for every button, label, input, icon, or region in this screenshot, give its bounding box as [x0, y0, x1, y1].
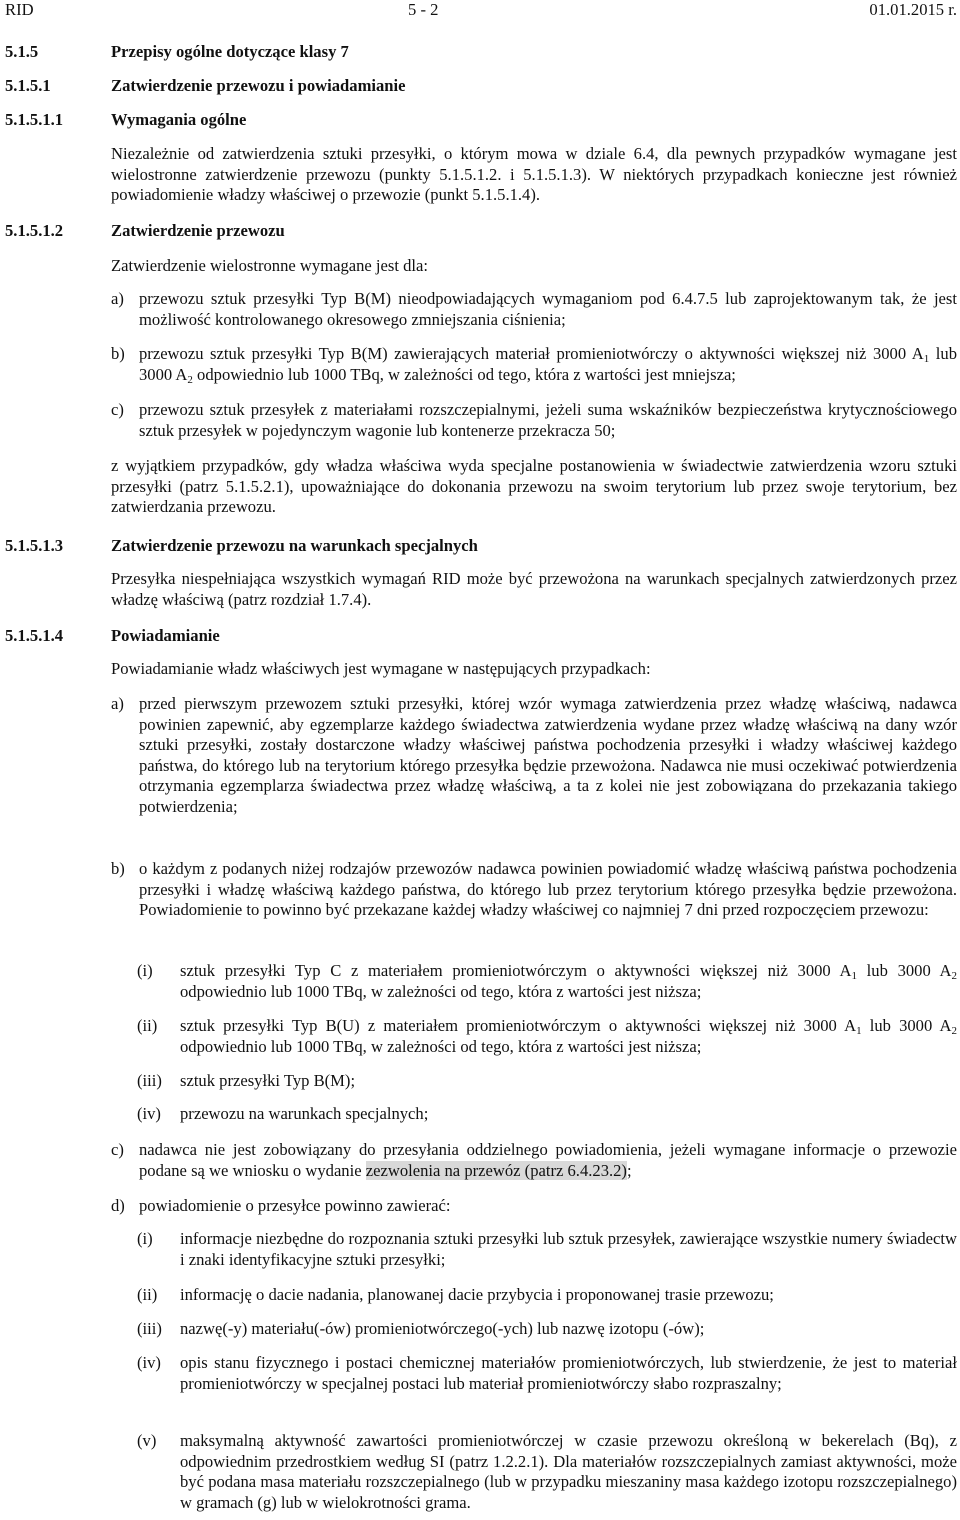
- sub-list-label: (i): [137, 1229, 153, 1248]
- list-label: c): [111, 400, 124, 419]
- section-title: Powiadamianie: [111, 626, 220, 645]
- sub-list-text: sztuk przesyłki Typ B(U) z materiałem promieniotwórczym o aktywności większej niż 3000 $A_1$ lub 3000 $A_2$ odpowiednio lub 1000 TBq, w zależności od tego, która z wartości jest niższa;: [180, 1016, 957, 1056]
- section-number: 5.1.5.1: [5, 76, 51, 95]
- section-title: Zatwierdzenie przewozu: [111, 221, 285, 240]
- paragraph: Zatwierdzenie wielostronne wymagane jest dla:: [111, 256, 429, 275]
- paragraph: Powiadamianie władz właściwych jest wymagane w następujących przypadkach:: [111, 659, 651, 678]
- list-text: powiadomienie o przesyłce powinno zawierać:: [139, 1196, 451, 1215]
- sub-list-text: informacje niezbędne do rozpoznania sztuki przesyłki lub sztuk przesyłek, zawierające wszystkie numery świadectw i znaki identyfikacyjne sztuki przesyłki;: [180, 1229, 957, 1269]
- sub-list-label: (iv): [137, 1104, 161, 1123]
- sub-list-text: opis stanu fizycznego i postaci chemicznej materiałów promieniotwórczych, lub stwierdzenie, że jest to materiał promieniotwórczy w specjalnej postaci lub materiał promieniotwórczy słabo rozpraszalny;: [180, 1353, 957, 1393]
- sub-list-text: sztuk przesyłki Typ B(M);: [180, 1071, 356, 1090]
- page-header: [5, 0, 957, 22]
- sub-list-text: maksymalną aktywność zawartości promieniotwórczej w czasie przewozu określoną w bekerelach (Bq), z odpowiednim przedrostkiem według SI (patrz 1.2.2.1). Dla materiałów rozszczepialnych zamiast aktywności, może być podana masa materiału rozszczepialnego (lub w przypadku mieszaniny masa każdego izotopu rozszczepialnego) w gramach (g) lub w wielokrotności grama.: [180, 1431, 957, 1512]
- sub-list-label: (iii): [137, 1319, 162, 1338]
- section-number: 5.1.5.1.4: [5, 626, 64, 645]
- list-text: o każdym z podanych niżej rodzajów przewozów nadawca powinien powiadomić władzę właściwą państwa pochodzenia przesyłki i władzę właściwą każdego państwa, do którego lub przez terytorium którego przesyłka będzie przewożona. Powiadomienie to powinno być przekazane każdej władzy właściwej co najmniej 7 dni przed rozpoczęciem przewozu:: [139, 859, 957, 919]
- sub-list-label: (i): [137, 961, 153, 980]
- section-title: Zatwierdzenie przewozu na warunkach specjalnych: [111, 536, 478, 555]
- section-number: 5.1.5.1.3: [5, 536, 64, 555]
- list-text: nadawca nie jest zobowiązany do przesyłania oddzielnego powiadomienia, jeżeli wymagane informacje o przewozie podane są we wniosku o wydanie zezwolenia na przewóz (patrz 6.4.23.2);: [139, 1140, 957, 1180]
- sub-list-text: nazwę(-y) materiału(-ów) promieniotwórczego(-ych) lub nazwę izotopu (-ów);: [180, 1319, 705, 1338]
- list-text: przed pierwszym przewozem sztuki przesyłki, której wzór wymaga zatwierdzenia przez władzę właściwą, nadawca powinien zapewnić, aby egzemplarze każdego świadectwa zatwierdzenia wydane przez władzę właściwą na dany wzór sztuki przesyłki, zostały dostarczone władzy właściwej państwa pochodzenia przesyłki i władzy właściwej każdego państwa, do którego lub na terytorium którego przesyłka będzie przewożona. Nadawca nie musi oczekiwać potwierdzenia otrzymania egzemplarza świadectwa przez władzę właściwą, a ta z kolei nie jest zobowiązana do przekazania takiego potwierdzenia;: [139, 694, 957, 816]
- paragraph: Niezależnie od zatwierdzenia sztuki przesyłki, o którym mowa w dziale 6.4, dla pewnych przypadków wymagane jest wielostronne zatwierdzenie przewozu (punkty 5.1.5.1.2. i 5.1.5.1.3). W niektórych przypadkach konieczne jest również powiadomienie władzy właściwej o przewozie (punkt 5.1.5.1.4).: [111, 144, 957, 204]
- sub-list-label: (iii): [137, 1071, 162, 1090]
- header-left: RID: [5, 0, 34, 19]
- section-number: 5.1.5.1.1: [5, 110, 64, 129]
- list-label: c): [111, 1140, 124, 1159]
- list-label: d): [111, 1196, 125, 1215]
- highlighted-text: zezwolenia na przewóz (patrz 6.4.23.2): [365, 1160, 627, 1180]
- section-number: 5.1.5.1.2: [5, 221, 64, 240]
- list-text: przewozu sztuk przesyłki Typ B(M) zawierających materiał promieniotwórczy o aktywności większej niż 3000 $A_1$ lub 3000 $A_2$ odpowiednio lub 1000 TBq, w zależności od tego, która z wartości jest mniejsza;: [139, 344, 957, 386]
- sub-list-label: (ii): [137, 1285, 158, 1304]
- list-label: a): [111, 694, 124, 713]
- paragraph: z wyjątkiem przypadków, gdy władza właściwa wyda specjalne postanowienia w świadectwie zatwierdzenia wzoru sztuki przesyłki (patrz 5.1.5.2.1), upoważniające do dokonania przewozu na swoim terytorium lub przez swoje terytorium, bez zatwierdzania przewozu.: [111, 456, 957, 516]
- section-title: Zatwierdzenie przewozu i powiadamianie: [111, 76, 406, 95]
- list-text: przewozu sztuk przesyłek z materiałami rozszczepialnymi, jeżeli suma wskaźników bezpieczeństwa krytycznościowego sztuk przesyłek w pojedynczym wagonie lub kontenerze przekracza 50;: [139, 400, 957, 440]
- header-date: 01.01.2015 r.: [869, 0, 957, 19]
- header-page-number: 5 - 2: [408, 0, 439, 19]
- section-number: 5.1.5: [5, 42, 39, 61]
- sub-list-text: przewozu na warunkach specjalnych;: [180, 1104, 429, 1123]
- section-title: Przepisy ogólne dotyczące klasy 7: [111, 42, 349, 61]
- paragraph: Przesyłka niespełniająca wszystkich wymagań RID może być przewożona na warunkach specjalnych zatwierdzonych przez władzę właściwą (patrz rozdział 1.7.4).: [111, 569, 957, 609]
- section-title: Wymagania ogólne: [111, 110, 247, 129]
- list-label: b): [111, 344, 125, 363]
- list-text: przewozu sztuk przesyłki Typ B(M) nieodpowiadających wymaganiom pod 6.4.7.5 lub zaprojektowanym tak, że jest możliwość kontrolowanego okresowego zmniejszania ciśnienia;: [139, 289, 957, 329]
- list-label: a): [111, 289, 124, 308]
- sub-list-label: (ii): [137, 1016, 158, 1035]
- list-label: b): [111, 859, 125, 878]
- sub-list-label: (v): [137, 1431, 157, 1450]
- sub-list-label: (iv): [137, 1353, 161, 1372]
- sub-list-text: informację o dacie nadania, planowanej dacie przybycia i proponowanej trasie przewozu;: [180, 1285, 774, 1304]
- sub-list-text: sztuk przesyłki Typ C z materiałem promieniotwórczym o aktywności większej niż 3000 $A_1$ lub 3000 $A_2$ odpowiednio lub 1000 TBq, w zależności od tego, która z wartości jest niższa;: [180, 961, 958, 1001]
